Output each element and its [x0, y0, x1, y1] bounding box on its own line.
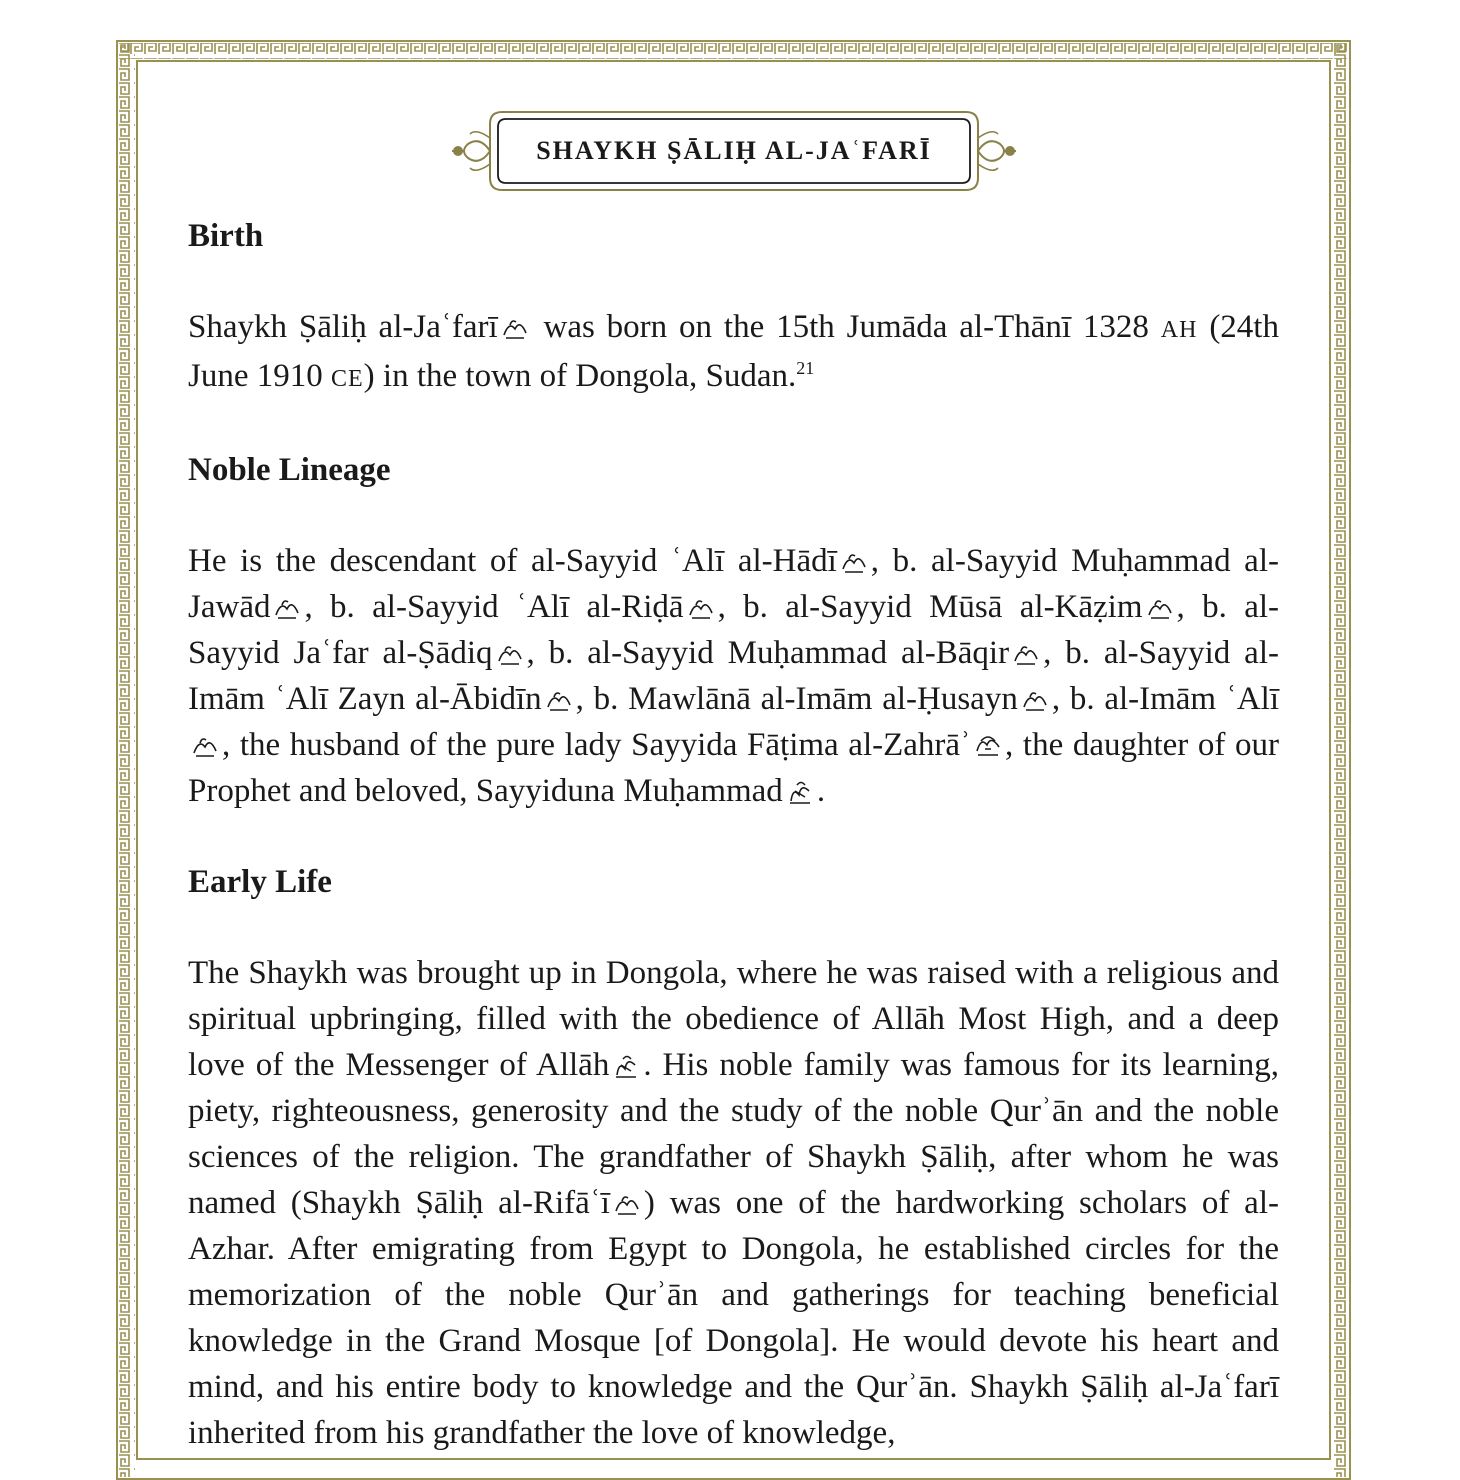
section-heading-early-life: Early Life [188, 864, 332, 900]
section-heading-birth: Birth [188, 218, 264, 254]
lineage-text: , b. Mawlānā al-Imām al-Ḥusayn [575, 681, 1018, 717]
honorific-icon [1011, 639, 1041, 669]
honorific-icon [686, 593, 716, 623]
section-heading-lineage: Noble Lineage [188, 452, 391, 488]
lineage-text: , the daughter of our Prophet and beloved, Sayyiduna Muḥammad [188, 727, 1279, 809]
lineage-text: , b. al-Sayyid ʿAlī al-Riḍā [304, 589, 684, 625]
honorific-icon [500, 313, 530, 343]
honorific-icon [190, 731, 220, 761]
era-ah: AH [1160, 317, 1198, 343]
lineage-text: He is the descendant of al-Sayyid ʿAlī al-Hādī [188, 543, 837, 579]
lineage-text: . [816, 773, 826, 809]
early-life-text: . His noble family was famous for its learning, piety, righteousness, generosity and the study of the noble Qurʾān and the noble sciences of the religion. The grandfather of Shaykh Ṣāliḥ, after whom he was named (Shaykh Ṣāliḥ al-Rifāʿī [188, 1047, 1279, 1221]
honorific-prophet-icon [611, 1051, 641, 1081]
lineage-text: , the husband of the pure lady Sayyida Fāṭima al-Zahrāʾ [222, 727, 972, 763]
honorific-icon [495, 639, 525, 669]
lineage-text: , b. al-Sayyid Jaʿfar al-Ṣādiq [188, 589, 1279, 671]
lineage-text: , b. al-Sayyid Muḥammad al-Jawād [188, 543, 1279, 625]
lineage-text: , b. al-Sayyid Mūsā al-Kāẓim [717, 589, 1143, 625]
birth-text-d: ) in the town of Dongola, Sudan. [363, 358, 797, 394]
early-life-text: The Shaykh was brought up in Dongola, where he was raised with a religious and spiritual upbringing, filled with the obedience of Allāh Most High, and a deep love of the Messenger of Allāh [188, 955, 1279, 1083]
title-plate [450, 108, 1018, 194]
birth-text-a: Shaykh Ṣāliḥ al-Jaʿfarī [188, 309, 498, 345]
page-title: SHAYKH ṢĀLIḤ AL-JAʿFARĪ [536, 136, 932, 165]
birth-text-b: was born on the 15th Jumāda al-Thānī 1328 [531, 309, 1161, 345]
paragraph-early-life [188, 950, 1279, 1456]
honorific-prophet-icon [785, 777, 815, 807]
paragraph-birth [188, 304, 1279, 402]
honorific-icon [1020, 685, 1050, 715]
footnote-marker[interactable]: 21 [796, 358, 815, 378]
honorific-icon [839, 547, 869, 577]
honorific-fatima-icon [973, 731, 1003, 761]
honorific-icon [1145, 593, 1175, 623]
honorific-icon [272, 593, 302, 623]
honorific-icon [612, 1189, 642, 1219]
paragraph-lineage [188, 538, 1279, 814]
birth-text-c: (24th June 1910 [188, 309, 1279, 394]
lineage-text: , b. al-Sayyid al-Imām ʿAlī Zayn al-Ābidīn [188, 635, 1279, 717]
honorific-icon [544, 685, 574, 715]
early-life-text: ) was one of the hardworking scholars of al-Azhar. After emigrating from Egypt to Dongola, he established circles for the memorization of the noble Qurʾān and gatherings for teaching beneficial knowledge in the Grand Mosque [of Dongola]. He would devote his heart and mind, and his entire body to knowledge and the Qurʾān. Shaykh Ṣāliḥ al-Jaʿfarī inherited from his grandfather the love of knowledge, [188, 1185, 1279, 1451]
article-body [188, 212, 1279, 1456]
era-ce: CE [331, 366, 364, 392]
lineage-text: , b. al-Sayyid Muḥammad al-Bāqir [526, 635, 1010, 671]
lineage-text: , b. al-Imām ʿAlī [1051, 681, 1279, 717]
